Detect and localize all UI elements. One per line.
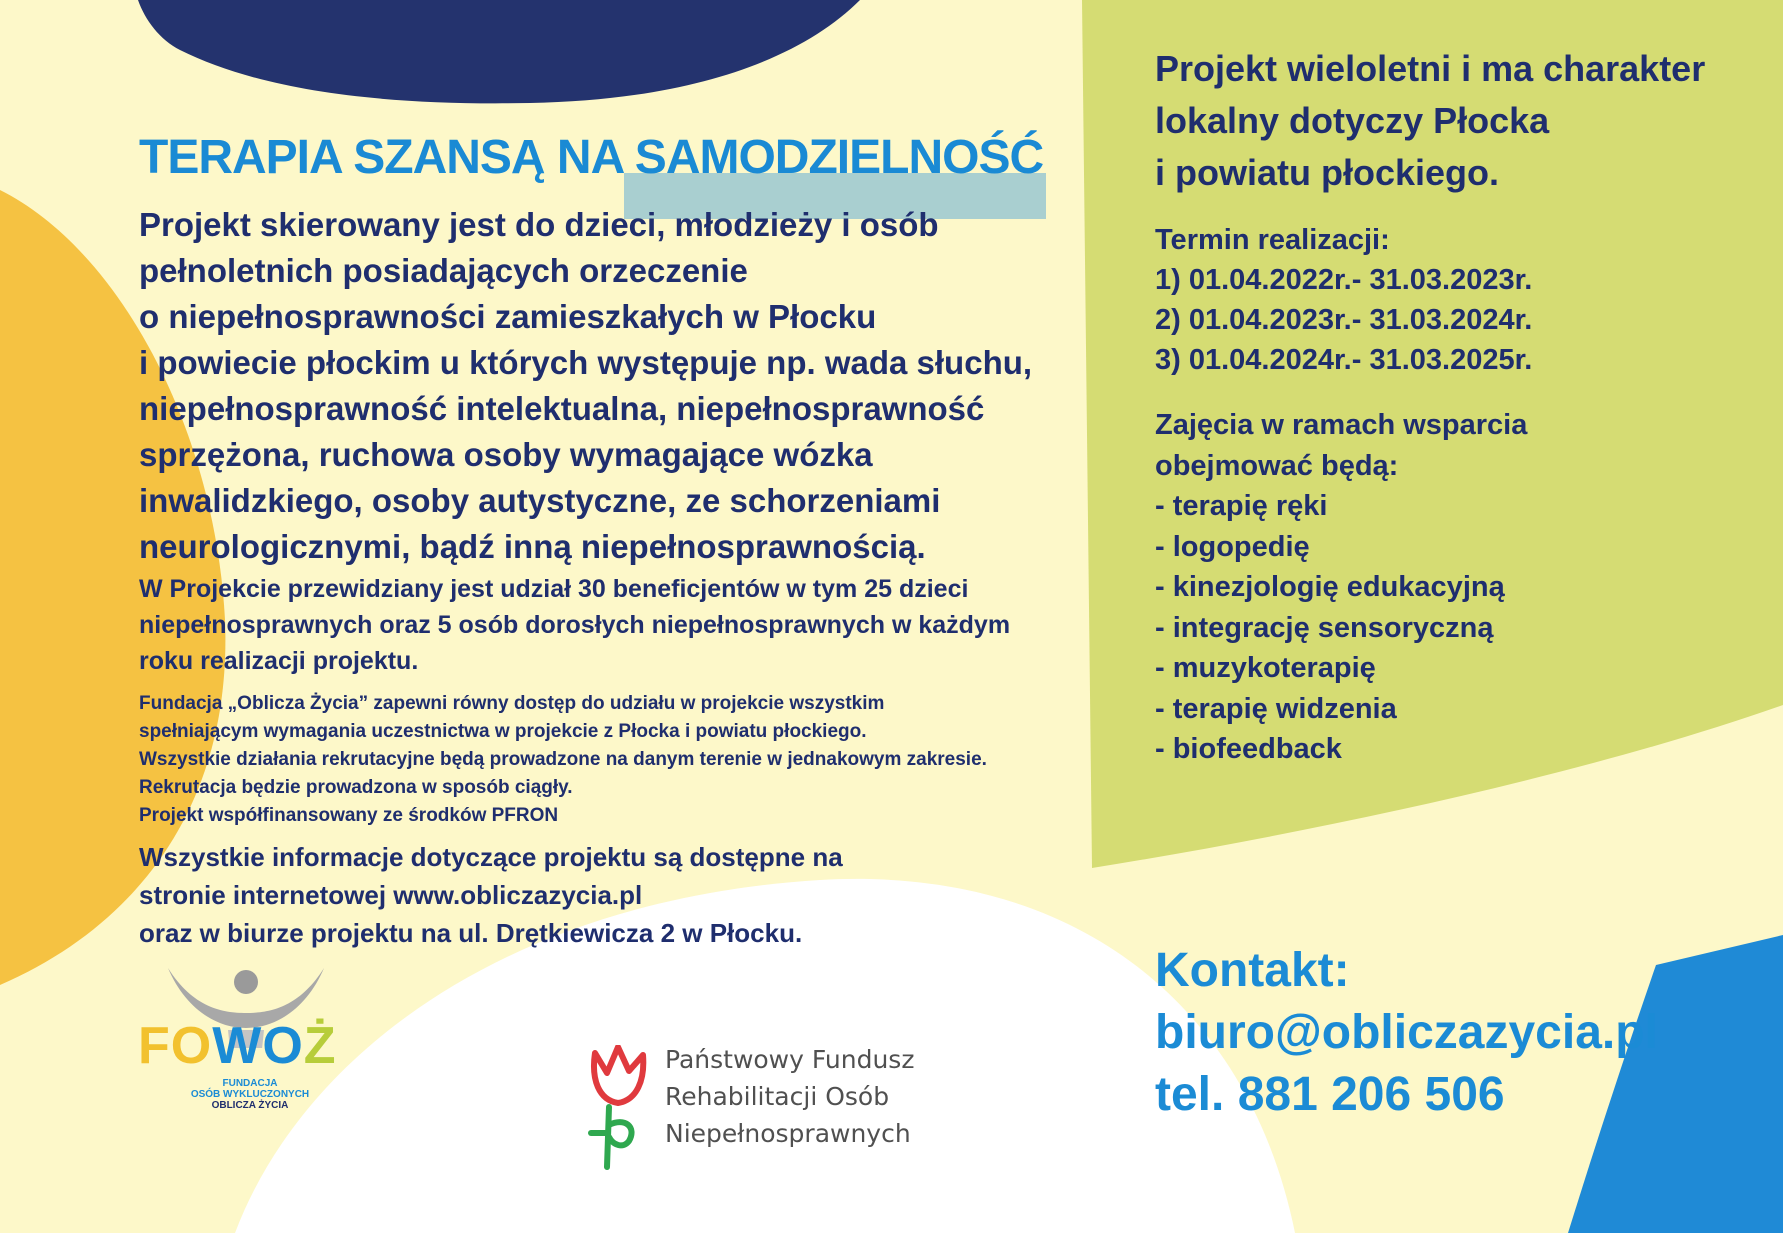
lead-line: niepełnosprawność intelektualna, niepełnosprawność — [139, 390, 985, 427]
fowoz-sub-line: OBLICZA ŻYCIA — [211, 1100, 289, 1111]
fowoz-sub-line: FUNDACJA — [222, 1078, 278, 1089]
recruitment-line: Fundacja „Oblicza Życia” zapewni równy dostęp do udziału w projekcie wszystkim — [139, 693, 885, 714]
pfron-name-line: Państwowy Fundusz — [665, 1045, 915, 1074]
term-item: 1) 01.04.2022r.- 31.03.2023r. — [1155, 264, 1533, 296]
lead-line: o niepełnosprawności zamieszkałych w Płocku — [139, 298, 877, 335]
lead-line: i powiecie płockim u których występuje np. wada słuchu, — [139, 344, 1033, 381]
term-item: 3) 01.04.2024r.- 31.03.2025r. — [1155, 344, 1533, 376]
recruitment-line: spełniającym wymagania uczestnictwa w projekcie z Płocka i powiatu płockiego. — [139, 721, 867, 742]
lead-line: pełnoletnich posiadających orzeczenie — [139, 252, 748, 289]
fowoz-letter: Ż — [303, 1017, 337, 1075]
activity-item: - muzykoterapię — [1155, 652, 1376, 684]
contact-block — [1155, 940, 1658, 1126]
activities-heading: obejmować będą: — [1155, 449, 1399, 482]
fowoz-letter: F — [138, 1017, 171, 1075]
info-line: stronie internetowej www.obliczazycia.pl — [139, 880, 643, 910]
fowoz-letter: O — [170, 1017, 213, 1075]
activity-item: - logopedię — [1155, 530, 1310, 563]
fowoz-subtitle — [190, 1078, 310, 1111]
lead-line: sprzężona, ruchowa osoby wymagające wózka — [139, 436, 873, 473]
lead-paragraph — [139, 202, 1039, 570]
fowoz-sub-line: OSÓB WYKLUCZONYCH — [190, 1089, 310, 1100]
contact-label: Kontakt: — [1155, 944, 1350, 997]
scope-line: Projekt wieloletni i ma charakter — [1155, 48, 1706, 89]
fowoz-wordmark — [138, 1016, 337, 1076]
activities-list — [1155, 405, 1527, 770]
term-item: 2) 01.04.2023r.- 31.03.2024r. — [1155, 304, 1533, 336]
activity-item: - terapię ręki — [1155, 490, 1328, 522]
lead-line: inwalidzkiego, osoby autystyczne, ze schorzeniami — [139, 482, 941, 519]
scope-line: lokalny dotyczy Płocka — [1155, 100, 1550, 141]
activity-item: - integrację sensoryczną — [1155, 611, 1494, 644]
recruitment-line: Wszystkie działania rekrutacyjne będą prowadzone na danym terenie w jednakowym zakresie. — [139, 749, 987, 770]
info-line: oraz w biurze projektu na ul. Drętkiewicza 2 w Płocku. — [139, 918, 803, 948]
scope-line: i powiatu płockiego. — [1155, 152, 1500, 193]
participants-line: roku realizacji projektu. — [139, 647, 419, 675]
fowoz-logo — [138, 968, 358, 1113]
recruitment-line: Rekrutacja będzie prowadzona w sposób ciągły. — [139, 777, 573, 798]
page-title: TERAPIA SZANSĄ NA SAMODZIELNOŚĆ — [139, 131, 1044, 184]
contact-phone-link[interactable]: tel. 881 206 506 — [1155, 1068, 1505, 1121]
pfron-name-line: Niepełnosprawnych — [665, 1119, 911, 1148]
fowoz-letter: W — [212, 1017, 263, 1075]
info-line: Wszystkie informacje dotyczące projektu są dostępne na — [139, 842, 843, 872]
recruitment-line: Projekt współfinansowany ze środków PFRON — [139, 805, 559, 826]
participants-line: W Projekcie przewidziany jest udział 30 beneficjentów w tym 25 dzieci — [139, 575, 969, 603]
participants-paragraph — [139, 571, 1039, 679]
participants-line: niepełnosprawnych oraz 5 osób dorosłych niepełnosprawnych w każdym — [139, 611, 1011, 639]
info-paragraph — [139, 838, 1039, 952]
pfron-logo — [585, 1045, 935, 1170]
project-scope-heading — [1155, 43, 1755, 199]
fowoz-letter: O — [262, 1017, 304, 1075]
realization-terms — [1155, 220, 1532, 380]
lead-line: Projekt skierowany jest do dzieci, młodzieży i osób — [139, 206, 939, 243]
activity-item: - terapię widzenia — [1155, 692, 1397, 725]
tulip-icon — [585, 1045, 655, 1170]
lead-line: neurologicznymi, bądź inną niepełnosprawnością. — [139, 528, 926, 565]
activities-heading: Zajęcia w ramach wsparcia — [1155, 409, 1528, 441]
activity-item: - kinezjologię edukacyjną — [1155, 571, 1505, 603]
recruitment-paragraph — [139, 690, 1079, 830]
contact-email-link[interactable]: biuro@obliczazycia.pl — [1155, 1006, 1658, 1059]
activity-item: - biofeedback — [1155, 733, 1342, 765]
term-label: Termin realizacji: — [1155, 224, 1390, 256]
pfron-name-line: Rehabilitacji Osób — [665, 1082, 890, 1111]
